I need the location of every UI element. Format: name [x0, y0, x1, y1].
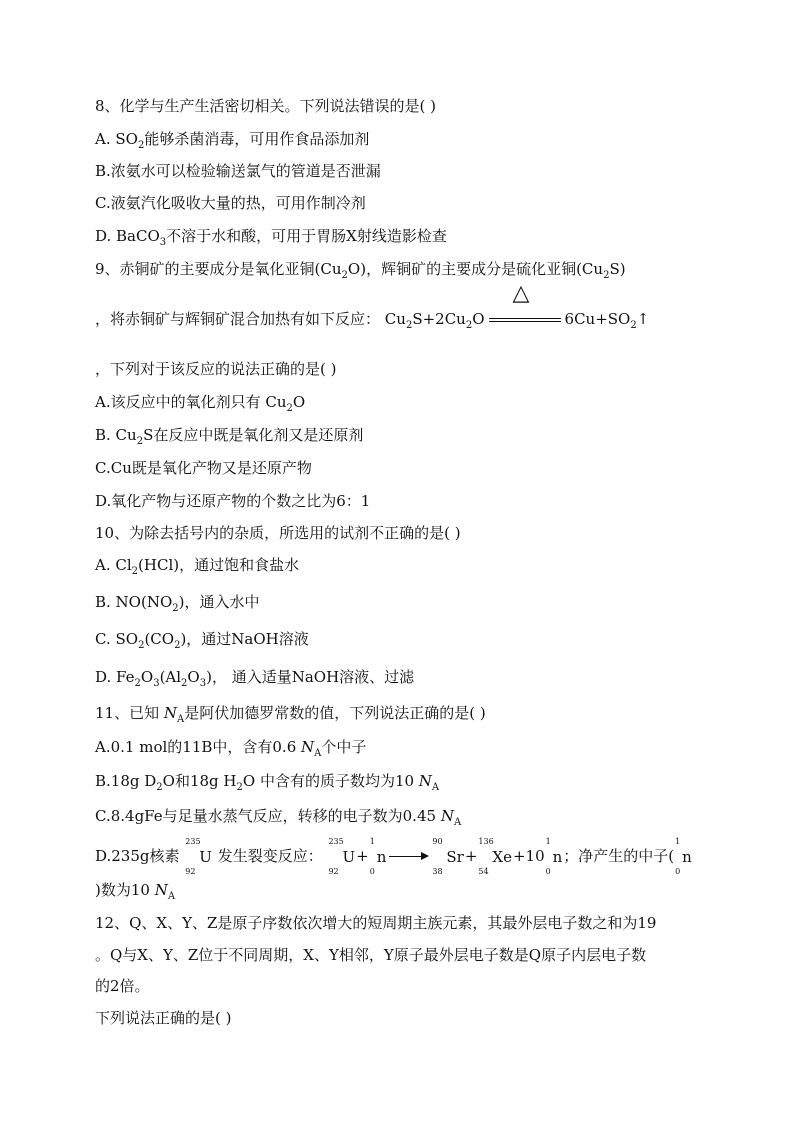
q11-stem: 11、已知 $N_A$是阿伏加德罗常数的值，下列说法正确的是( ) [95, 704, 486, 725]
q8-option-d: D. BaCO$_3$不溶于水和酸，可用于胃肠X射线造影检查 [95, 227, 447, 248]
delta-icon: △ [512, 281, 530, 306]
q9-option-a: A.该反应中的氧化剂只有 $Cu_2O$ [95, 393, 306, 414]
q9-option-c: C.Cu既是氧化产物又是还原产物 [95, 459, 312, 477]
q11-option-d: D.235g核素 235 92 U 发生裂变反应： 235 92 U+ 1 0 n 90 38 Sr+ 136 54 Xe+10 1 0 n；净产生的中子( 1 0 n [95, 837, 692, 876]
nuclide-neutron: 1 0 n [369, 837, 387, 876]
nuclide-xe136: 136 54 Xe [478, 837, 512, 876]
q12-stem-line3: 的2倍。 [95, 977, 150, 995]
q12-stem-line4: 下列说法正确的是( ) [95, 1009, 232, 1027]
q8-option-b: B.浓氨水可以检验输送氯气的管道是否泄漏 [95, 162, 381, 180]
q12-stem-line2: 。Q与X、Y、Z位于不同周期，X、Y相邻，Y原子最外层电子数是Q原子内层电子数 [95, 946, 647, 964]
q12-stem-line1: 12、Q、X、Y、Z是原子序数依次增大的短周期主族元素，其最外层电子数之和为19 [95, 914, 657, 932]
reaction-arrow-icon [389, 853, 429, 861]
q9-question-line: ，下列对于该反应的说法正确的是( ) [95, 360, 337, 378]
nuclide-neutron-product: 1 0 n [545, 837, 563, 876]
q8-stem [95, 96, 699, 116]
q10-option-a: A. $Cl_2(HCl)$，通过饱和食盐水 [95, 556, 300, 577]
nuclide-sr90: 90 38 Sr [432, 837, 464, 876]
q11-option-c: C.8.4gFe与足量水蒸气反应，转移的电子数为0.45 $N_A$ [95, 807, 462, 828]
q10-option-c: C. $SO_2(CO_2)$，通过NaOH溶液 [95, 630, 309, 651]
q9-option-b: B. $Cu_2S$在反应中既是氧化剂又是还原剂 [95, 426, 364, 447]
q11-option-a: A.0.1 mol的11B中，含有0.6 $N_A$个中子 [95, 738, 367, 759]
nuclide-u235-eq: 235 92 U [328, 837, 356, 876]
q8-stem-text: 8、化学与生产生活密切相关。下列说法错误的是( ) [95, 97, 437, 115]
q11-option-d-cont: )数为10 $N_A$ [95, 881, 176, 902]
q8-option-c: C.液氨汽化吸收大量的热，可用作制冷剂 [95, 194, 366, 212]
reaction-equation: $Cu_2S+2Cu_2O$ △ $6Cu+SO_2↑$ [384, 281, 650, 331]
heating-equals-sign [489, 281, 561, 330]
q8-option-a: A. $SO_2$能够杀菌消毒，可用作食品添加剂 [95, 130, 370, 151]
q9-reaction-line: ，将赤铜矿与辉铜矿混合加热有如下反应： $Cu_2S+2Cu_2O$ △ $6Cu+SO_2↑$ [95, 281, 650, 331]
q10-stem: 10、为除去括号内的杂质，所选用的试剂不正确的是( ) [95, 524, 461, 542]
q9-stem: 9、赤铜矿的主要成分是氧化亚铜$(Cu_2O)$，辉铜矿的主要成分是硫化亚铜$(Cu_2S)$ [95, 260, 626, 281]
q10-option-d: D. $Fe_2O_3(Al_2O_3)$， 通入适量NaOH溶液、过滤 [95, 668, 415, 689]
nuclide-neutron-net: 1 0 n [675, 837, 692, 876]
gas-up-arrow-icon: ↑ [636, 310, 650, 328]
q11-option-b: B.18g $D_2O$和18g $H_2O$ 中含有的质子数均为10 $N_A$ [95, 772, 440, 793]
q9-option-d: D.氧化产物与还原产物的个数之比为6：1 [95, 492, 371, 510]
nuclide-u235: 235 92 U [185, 837, 212, 876]
q10-option-b: B. $NO(NO_2)$，通入水中 [95, 593, 260, 614]
